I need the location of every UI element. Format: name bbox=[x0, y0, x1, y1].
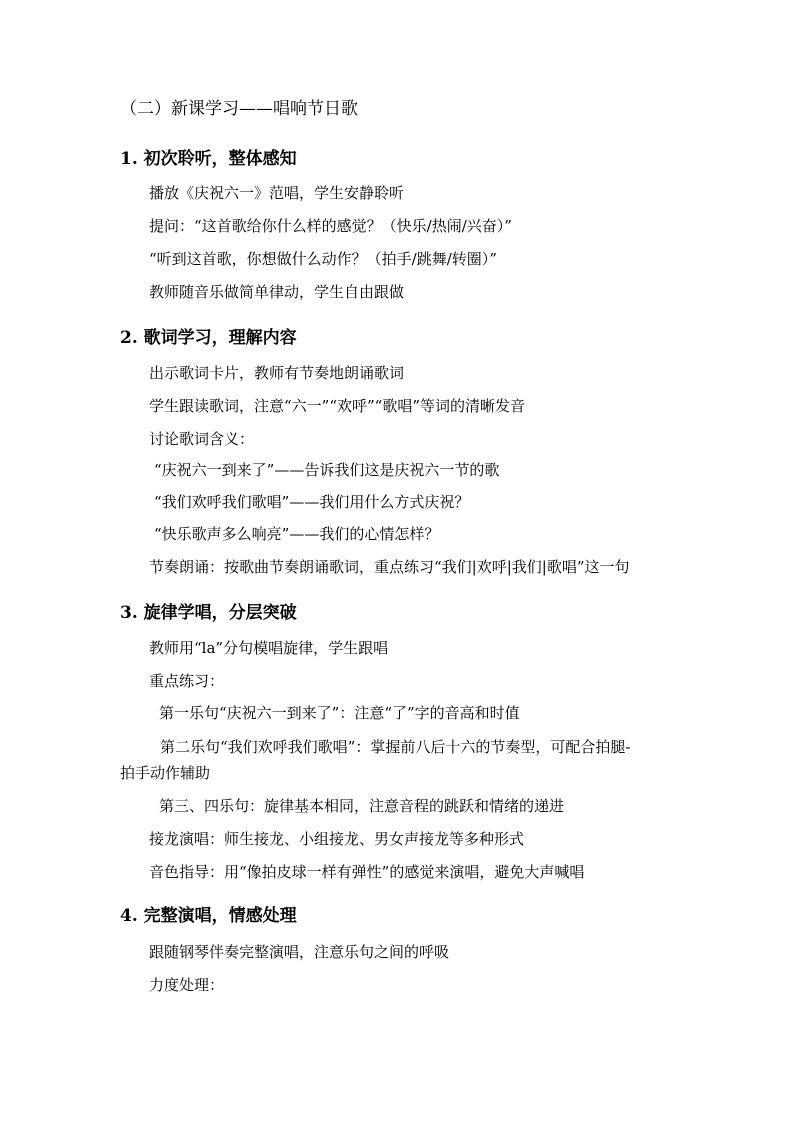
paragraph-3-5: 第三、四乐句：旋律基本相同，注意音程的跳跃和情绪的递进 bbox=[159, 797, 565, 815]
paragraph-2-6: “快乐歌声多么响亮”——我们的心情怎样？ bbox=[154, 525, 440, 543]
paragraph-3-2: 重点练习： bbox=[149, 672, 225, 690]
section-title: （二）新课学习——唱响节日歌 bbox=[120, 99, 358, 119]
paragraph-1-3: “听到这首歌，你想做什么动作？（拍手/跳舞/转圈）” bbox=[149, 250, 497, 268]
heading-2: 2. 歌词学习，理解内容 bbox=[120, 328, 297, 348]
paragraph-2-5: “我们欢呼我们歌唱”——我们用什么方式庆祝？ bbox=[154, 493, 470, 511]
paragraph-2-7: 节奏朗诵：按歌曲节奏朗诵歌词，重点练习“我们|欢呼|我们|歌唱”这一句 bbox=[149, 558, 630, 576]
paragraph-1-2: 提问：“这首歌给你什么样的感觉？（快乐/热闹/兴奋）” bbox=[149, 217, 512, 235]
heading-3: 3. 旋律学唱，分层突破 bbox=[120, 603, 297, 623]
paragraph-3-1: 教师用“la”分句模唱旋律，学生跟唱 bbox=[149, 639, 389, 657]
paragraph-3-6: 接龙演唱：师生接龙、小组接龙、男女声接龙等多种形式 bbox=[149, 830, 525, 848]
heading-4: 4. 完整演唱，情感处理 bbox=[120, 906, 297, 926]
paragraph-2-2: 学生跟读歌词，注意“六一”“欢呼”“歌唱”等词的清晰发音 bbox=[149, 397, 526, 415]
paragraph-3-4-continued: 拍手动作辅助 bbox=[120, 764, 211, 782]
paragraph-3-7: 音色指导：用“像拍皮球一样有弹性”的感觉来演唱，避免大声喊唱 bbox=[149, 863, 585, 881]
paragraph-4-1: 跟随钢琴伴奏完整演唱，注意乐句之间的呼吸 bbox=[149, 943, 450, 961]
heading-1: 1. 初次聆听，整体感知 bbox=[120, 149, 297, 169]
paragraph-2-3: 讨论歌词含义： bbox=[149, 430, 255, 448]
paragraph-2-4: “庆祝六一到来了”——告诉我们这是庆祝六一节的歌 bbox=[154, 461, 500, 479]
paragraph-3-4: 第二乐句“我们欢呼我们歌唱”：掌握前八后十六的节奏型，可配合拍腿- bbox=[160, 738, 631, 756]
paragraph-3-3: 第一乐句“庆祝六一到来了”：注意“了”字的音高和时值 bbox=[159, 704, 520, 722]
paragraph-1-4: 教师随音乐做简单律动，学生自由跟做 bbox=[149, 283, 405, 301]
paragraph-2-1: 出示歌词卡片，教师有节奏地朗诵歌词 bbox=[149, 364, 405, 382]
paragraph-4-2: 力度处理： bbox=[149, 976, 225, 994]
paragraph-1-1: 播放《庆祝六一》范唱，学生安静聆听 bbox=[149, 184, 405, 202]
